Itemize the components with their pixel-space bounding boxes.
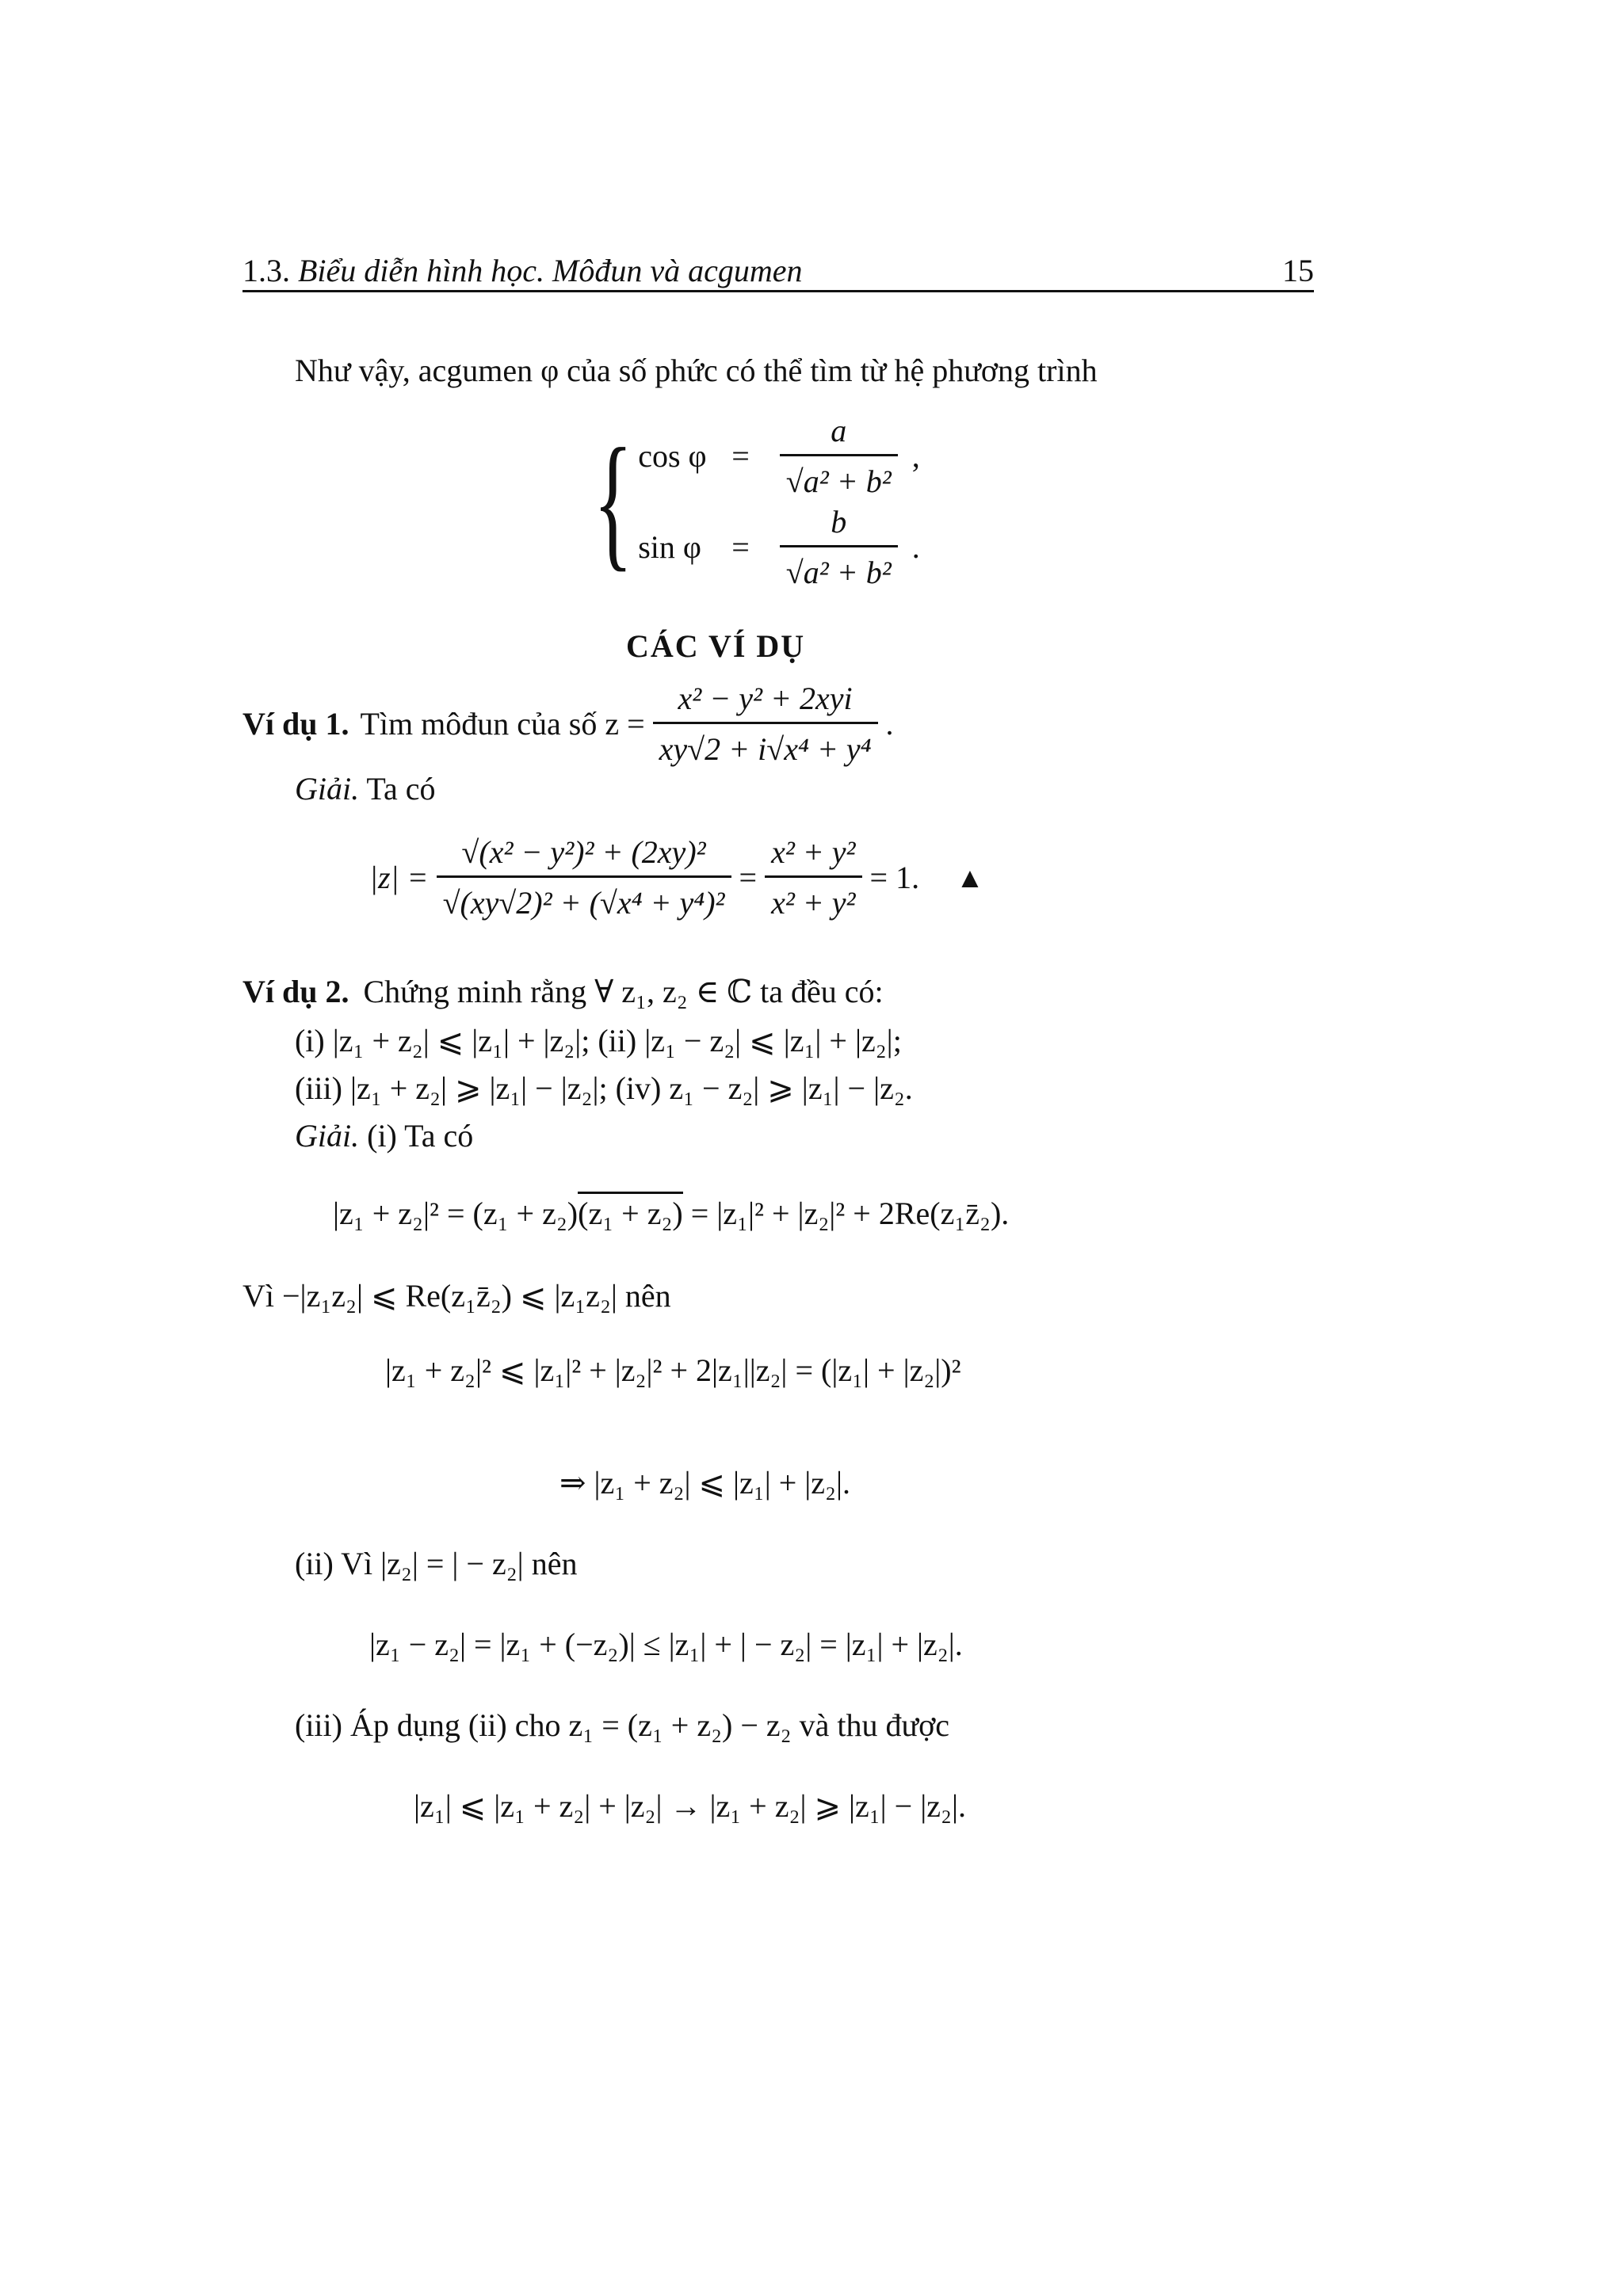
sin-lhs: sin φ <box>638 529 701 565</box>
example1-numerator: x² − y² + 2xyi <box>678 681 853 716</box>
example1-statement <box>242 680 894 768</box>
cos-fraction <box>780 412 898 500</box>
example2-solution-text: (i) Ta có <box>367 1118 474 1154</box>
example1-solution <box>295 770 436 807</box>
sin-eq-sign: = <box>731 529 750 565</box>
example2-eq3: ⇒ |z₁ + z₂| ⩽ |z₁| + |z₂|. <box>559 1465 850 1501</box>
eq-frac1-numerator: √(x² − y²)² + (2xy)² <box>461 834 706 870</box>
cos-eq-sign: = <box>731 438 750 474</box>
example2-text: Chứng minh rằng ∀ z₁, z₂ ∈ ℂ ta đều có: <box>363 974 884 1009</box>
header-rule <box>242 290 1314 292</box>
example2-solution-label: Giải. <box>295 1118 360 1154</box>
left-brace: { <box>593 418 633 585</box>
eq1-part1: |z₁ + z₂|² = (z₁ + z₂) <box>333 1196 579 1231</box>
example2-part-iii-text: (iii) Áp dụng (ii) cho z₁ = (z₁ + z₂) − z₂ và thu được <box>295 1707 950 1743</box>
eq-mid: = <box>739 860 758 895</box>
examples-heading: CÁC VÍ DỤ <box>626 628 806 664</box>
sin-fraction <box>780 503 898 591</box>
running-header <box>242 252 803 289</box>
example2-line-i-ii: (i) |z₁ + z₂| ⩽ |z₁| + |z₂|; (ii) |z₁ − z₂| ⩽ |z₁| + |z₂|; <box>295 1023 902 1058</box>
end-of-proof-triangle-icon: ▲ <box>956 861 984 894</box>
example2-eq1 <box>333 1195 1009 1232</box>
intro-paragraph: Như vậy, acgumen φ của số phức có thể tìm từ hệ phương trình <box>295 353 1098 388</box>
example1-modulus-equation <box>369 833 984 921</box>
cos-numerator: a <box>831 413 847 448</box>
example2-eq4: |z₁ − z₂| = |z₁ + (−z₂)| ≤ |z₁| + | − z₂| = |z₁| + |z₂|. <box>369 1627 963 1662</box>
eq-lhs: |z| = <box>369 860 429 895</box>
system-row-sin <box>638 503 920 591</box>
example2-solution <box>295 1117 473 1154</box>
eq1-conjugate: (z₁ + z₂) <box>578 1192 683 1231</box>
eq-frac1 <box>437 833 731 921</box>
cos-lhs: cos φ <box>638 438 707 474</box>
section-number: 1.3. <box>242 253 290 288</box>
example1-fraction <box>653 680 878 768</box>
example2-eq5: |z₁| ⩽ |z₁ + z₂| + |z₂| → |z₁ + z₂| ⩾ |z₁| − |z₂|. <box>414 1788 966 1824</box>
example1-denominator: xy√2 + i√x⁴ + y⁴ <box>653 722 878 768</box>
sin-denominator: √a² + b² <box>780 545 898 591</box>
section-title: Biểu diễn hình học. Môđun và acgumen <box>298 253 803 288</box>
sin-numerator: b <box>831 504 847 540</box>
example1-text: Tìm môđun của số z = <box>360 706 645 742</box>
example1-solution-label: Giải. <box>295 771 360 807</box>
example2-eq2: |z₁ + z₂|² ⩽ |z₁|² + |z₂|² + 2|z₁||z₂| = (|z₁| + |z₂|)² <box>385 1352 961 1388</box>
eq-frac2 <box>765 833 861 921</box>
sin-punct: . <box>911 529 920 565</box>
example1-end: . <box>885 706 894 742</box>
eq-end: = 1. <box>869 860 920 895</box>
cos-denominator: √a² + b² <box>780 454 898 500</box>
example1-solution-text: Ta có <box>366 771 436 807</box>
eq1-part2: = |z₁|² + |z₂|² + 2Re(z₁z̄₂). <box>690 1196 1010 1231</box>
example2-statement <box>242 973 884 1010</box>
eq-frac1-denominator: √(xy√2)² + (√x⁴ + y⁴)² <box>437 875 731 921</box>
page-number: 15 <box>1282 253 1314 288</box>
example1-label: Ví dụ 1. <box>242 706 349 742</box>
eq-frac2-numerator: x² + y² <box>771 834 856 870</box>
example2-label: Ví dụ 2. <box>242 974 349 1009</box>
eq-frac2-denominator: x² + y² <box>765 875 861 921</box>
equation-system <box>577 412 920 591</box>
example2-line-iii-iv: (iii) |z₁ + z₂| ⩾ |z₁| − |z₂|; (iv) z₁ − z₂| ⩾ |z₁| − |z₂. <box>295 1070 913 1106</box>
cos-punct: , <box>911 438 920 474</box>
example2-since-text: Vì −|z₁z₂| ⩽ Re(z₁z̄₂) ⩽ |z₁z₂| nên <box>242 1278 671 1314</box>
example2-part-ii-text: (ii) Vì |z₂| = | − z₂| nên <box>295 1546 578 1581</box>
system-row-cos <box>638 412 920 500</box>
